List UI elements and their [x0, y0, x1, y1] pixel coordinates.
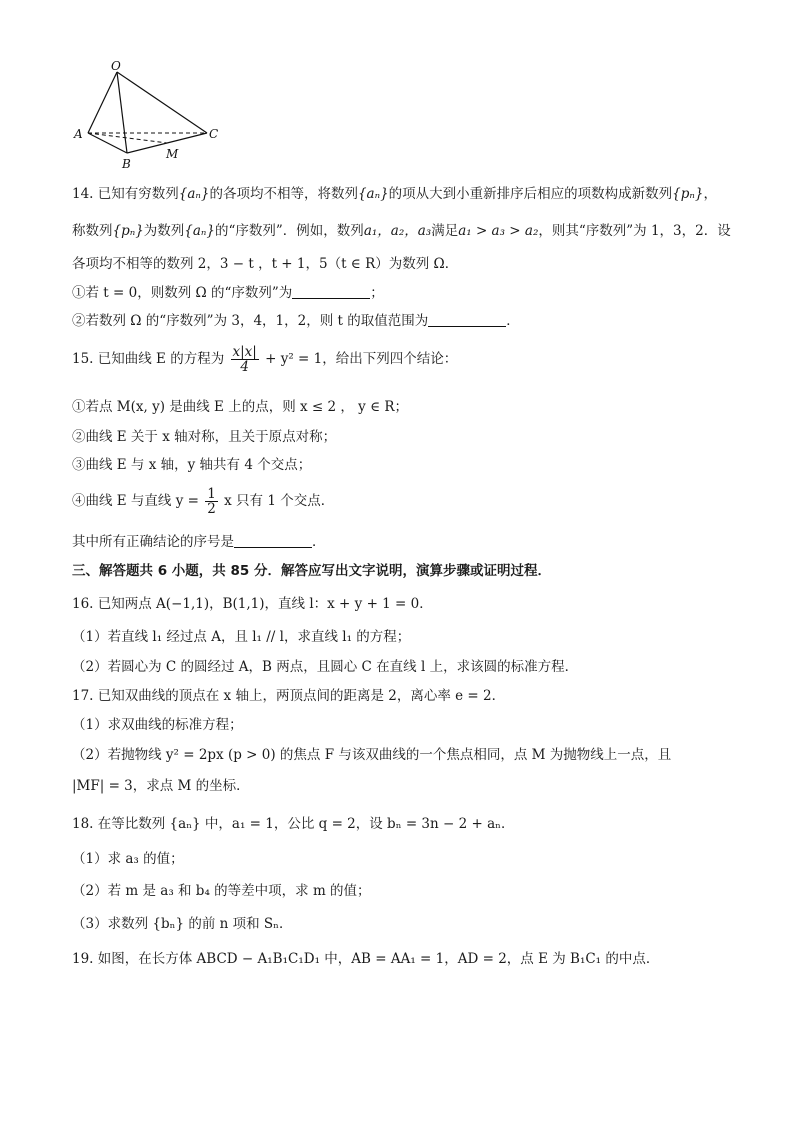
label-O: O [111, 59, 121, 73]
answer-blank [428, 314, 506, 327]
q18-line4: （3）求数列 {bₙ} 的前 n 项和 Sₙ． [72, 916, 293, 932]
answer-blank [234, 535, 312, 548]
edge-OC [117, 72, 207, 133]
edge-AM-dashed [88, 133, 167, 143]
edge-AB [88, 133, 127, 153]
edge-OA [88, 72, 117, 133]
q18-line3: （2）若 m 是 a₃ 和 b₄ 的等差中项，求 m 的值； [72, 883, 371, 899]
q14-line3: 各项均不相等的数列 2，3 − t ，t + 1，5（t ∈ R）为数列 Ω． [72, 256, 459, 272]
q17-line3: （2）若抛物线 y² = 2px (p > 0) 的焦点 F 与该双曲线的一个焦点相同，点 M 为抛物线上一点，且 [72, 747, 672, 763]
q18-line2: （1）求 a₃ 的值； [72, 851, 184, 867]
q15-conclusion-1: ①若点 M(x, y) 是曲线 E 上的点，则 x ≤ 2 ， y ∈ R； [72, 399, 409, 415]
label-M: M [166, 147, 179, 161]
q16-line3: （2）若圆心为 C 的圆经过 A，B 两点，且圆心 C 在直线 l 上，求该圆的标准方程． [72, 659, 579, 675]
label-C: C [209, 127, 219, 141]
q14-line1: 14. 已知有穷数列{aₙ}的各项均不相等，将数列{aₙ}的项从大到小重新排序后相应的项数构成新数列{pₙ}， [72, 186, 717, 202]
section-3-header: 三、解答题共 6 小题，共 85 分．解答应写出文字说明，演算步骤或证明过程． [72, 563, 551, 579]
tetrahedron-figure [70, 58, 230, 178]
q14-line2: 称数列{pₙ}为数列{aₙ}的“序数列”．例如，数列a₁，a₂，a₃满足a₁ > a₃ > a₂，则其“序数列”为 1，3，2．设 [72, 223, 731, 239]
q14-line5: ②若数列 Ω 的“序数列”为 3，4，1，2，则 t 的取值范围为 ． [72, 313, 520, 329]
q17-line4: |MF| = 3，求点 M 的坐标． [72, 778, 250, 794]
q18-line1: 18. 在等比数列 {aₙ} 中，a₁ = 1，公比 q = 2，设 bₙ = 3n − 2 + aₙ． [72, 816, 515, 832]
label-A: A [74, 127, 83, 141]
fraction: $\frac{x|x|}{4}$ [232, 344, 257, 375]
q15-line-answer: 其中所有正确结论的序号是 ． [72, 534, 326, 550]
q17-line2: （1）求双曲线的标准方程； [72, 717, 243, 733]
q15-conclusion-2: ②曲线 E 关于 x 轴对称，且关于原点对称； [72, 429, 337, 445]
q15-conclusion-3: ③曲线 E 与 x 轴，y 轴共有 4 个交点； [72, 457, 312, 473]
tetrahedron-svg [70, 58, 230, 178]
q19-line1: 19. 如图，在长方体 ABCD − A₁B₁C₁D₁ 中，AB = AA₁ = 1，AD = 2，点 E 为 B₁C₁ 的中点． [72, 951, 660, 967]
q17-line1: 17. 已知双曲线的顶点在 x 轴上，两顶点间的距离是 2，离心率 e = 2． [72, 688, 506, 704]
q15-line1: 15. 已知曲线 E 的方程为 $\frac{x|x|}{4}$ + y² = 1，给出下列四个结论： [72, 344, 458, 375]
answer-blank [292, 286, 370, 299]
fraction: $\frac{1}{2}$ [207, 486, 216, 517]
q15-conclusion-4: ④曲线 E 与直线 y = $\frac{1}{2}$ x 只有 1 个交点． [72, 486, 335, 517]
edge-OB [117, 72, 127, 153]
label-B: B [122, 157, 131, 171]
q16-line2: （1）若直线 l₁ 经过点 A，且 l₁ // l，求直线 l₁ 的方程； [72, 629, 411, 645]
q16-line1: 16. 已知两点 A(−1,1)，B(1,1)，直线 l：x + y + 1 = 0． [72, 596, 433, 612]
q14-line4: ①若 t = 0，则数列 Ω 的“序数列”为 ； [72, 285, 384, 301]
